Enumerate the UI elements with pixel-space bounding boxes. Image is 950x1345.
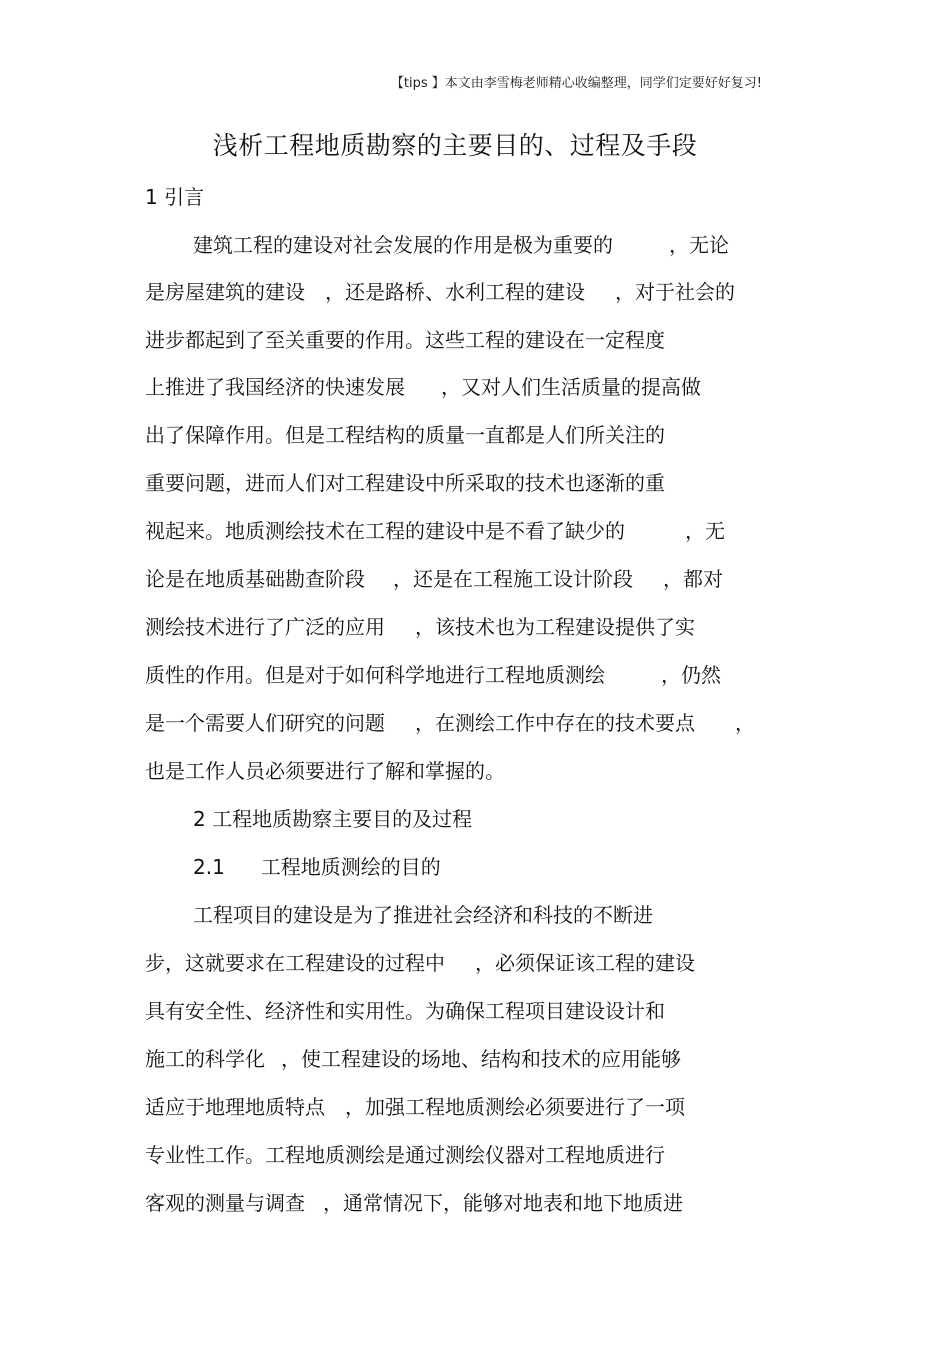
body-line <box>145 1044 681 1074</box>
text-segment: 论是在地质基础勘查阶段 <box>145 567 365 591</box>
text-segment: 进步都起到了至关重要的作用。这些工程的建设在一定程度 <box>145 328 665 352</box>
text-segment: 步，这就要求在工程建设的过程中 <box>145 951 445 975</box>
text-segment: ，使工程建设的场地、结构和技术的应用能够 <box>281 1047 681 1071</box>
body-line <box>145 372 701 402</box>
text-segment: 也是工作人员必须要进行了解和掌握的。 <box>145 759 505 783</box>
body-line <box>145 1092 685 1122</box>
text-segment: 视起来。地质测绘技术在工程的建设中是不看了缺少的 <box>145 519 625 543</box>
text-segment: 适应于地理地质特点 <box>145 1095 325 1119</box>
text-segment: ，对于社会的 <box>615 280 735 304</box>
text-segment: 2 工程地质勘察主要目的及过程 <box>193 807 473 831</box>
text-segment: 建筑工程的建设对社会发展的作用是极为重要的 <box>193 233 613 257</box>
text-segment: 施工的科学化 <box>145 1047 265 1071</box>
body-line <box>145 1140 665 1170</box>
body-line <box>145 1188 683 1218</box>
text-segment: ，通常情况下，能够对地表和地下地质进 <box>323 1191 683 1215</box>
text-segment: 客观的测量与调查 <box>145 1191 305 1215</box>
text-segment: ，在测绘工作中存在的技术要点 <box>415 711 695 735</box>
body-line <box>145 996 665 1026</box>
body-line <box>145 468 665 498</box>
text-segment: 出了保障作用。但是工程结构的质量一直都是人们所关注的 <box>145 423 665 447</box>
header-tips: 【tips 】本文由李雪梅老师精心收编整理，同学们定要好好复习! <box>390 76 762 91</box>
text-segment: ，仍然 <box>661 663 721 687</box>
body-line <box>193 852 441 882</box>
text-segment: 是房屋建筑的建设 <box>145 280 305 304</box>
text-segment: 是一个需要人们研究的问题 <box>145 711 385 735</box>
text-segment: ，无论 <box>669 233 729 257</box>
document-title: 浅析工程地质勘察的主要目的、过程及手段 <box>212 131 698 160</box>
text-segment: 工程地质测绘的目的 <box>260 855 441 879</box>
text-segment: 专业性工作。工程地质测绘是通过测绘仪器对工程地质进行 <box>145 1143 665 1167</box>
text-segment: 上推进了我国经济的快速发展 <box>145 375 405 399</box>
text-segment: ，加强工程地质测绘必须要进行了一项 <box>345 1095 685 1119</box>
text-segment: 测绘技术进行了广泛的应用 <box>145 615 385 639</box>
body-line <box>193 804 472 834</box>
text-segment: ，还是在工程施工设计阶段 <box>393 567 633 591</box>
body-line <box>145 660 721 690</box>
body-line <box>145 420 665 450</box>
body-line <box>145 612 695 642</box>
body-line <box>145 708 755 738</box>
body-line <box>145 516 725 546</box>
text-segment: 1 引言 <box>145 185 205 209</box>
text-segment: ， <box>735 711 755 735</box>
text-segment: ，都对 <box>663 567 723 591</box>
text-segment: ，还是路桥、水利工程的建设 <box>325 280 585 304</box>
text-segment: 质性的作用。但是对于如何科学地进行工程地质测绘 <box>145 663 605 687</box>
body-line <box>193 230 729 260</box>
body-line <box>145 564 723 594</box>
body-line <box>193 900 653 930</box>
text-segment: ，必须保证该工程的建设 <box>475 951 695 975</box>
text-segment: 具有安全性、经济性和实用性。为确保工程项目建设设计和 <box>145 999 665 1023</box>
body-line <box>145 325 665 355</box>
body-line <box>145 277 735 307</box>
body-line <box>145 182 204 212</box>
body-line <box>145 756 505 786</box>
text-segment: 2.1 <box>193 855 225 879</box>
text-segment: ，无 <box>685 519 725 543</box>
text-segment: 重要问题，进而人们对工程建设中所采取的技术也逐渐的重 <box>145 471 665 495</box>
text-segment: ，又对人们生活质量的提高做 <box>441 375 701 399</box>
text-segment: 工程项目的建设是为了推进社会经济和科技的不断进 <box>193 903 653 927</box>
body-line <box>145 948 695 978</box>
text-segment: ，该技术也为工程建设提供了实 <box>415 615 695 639</box>
